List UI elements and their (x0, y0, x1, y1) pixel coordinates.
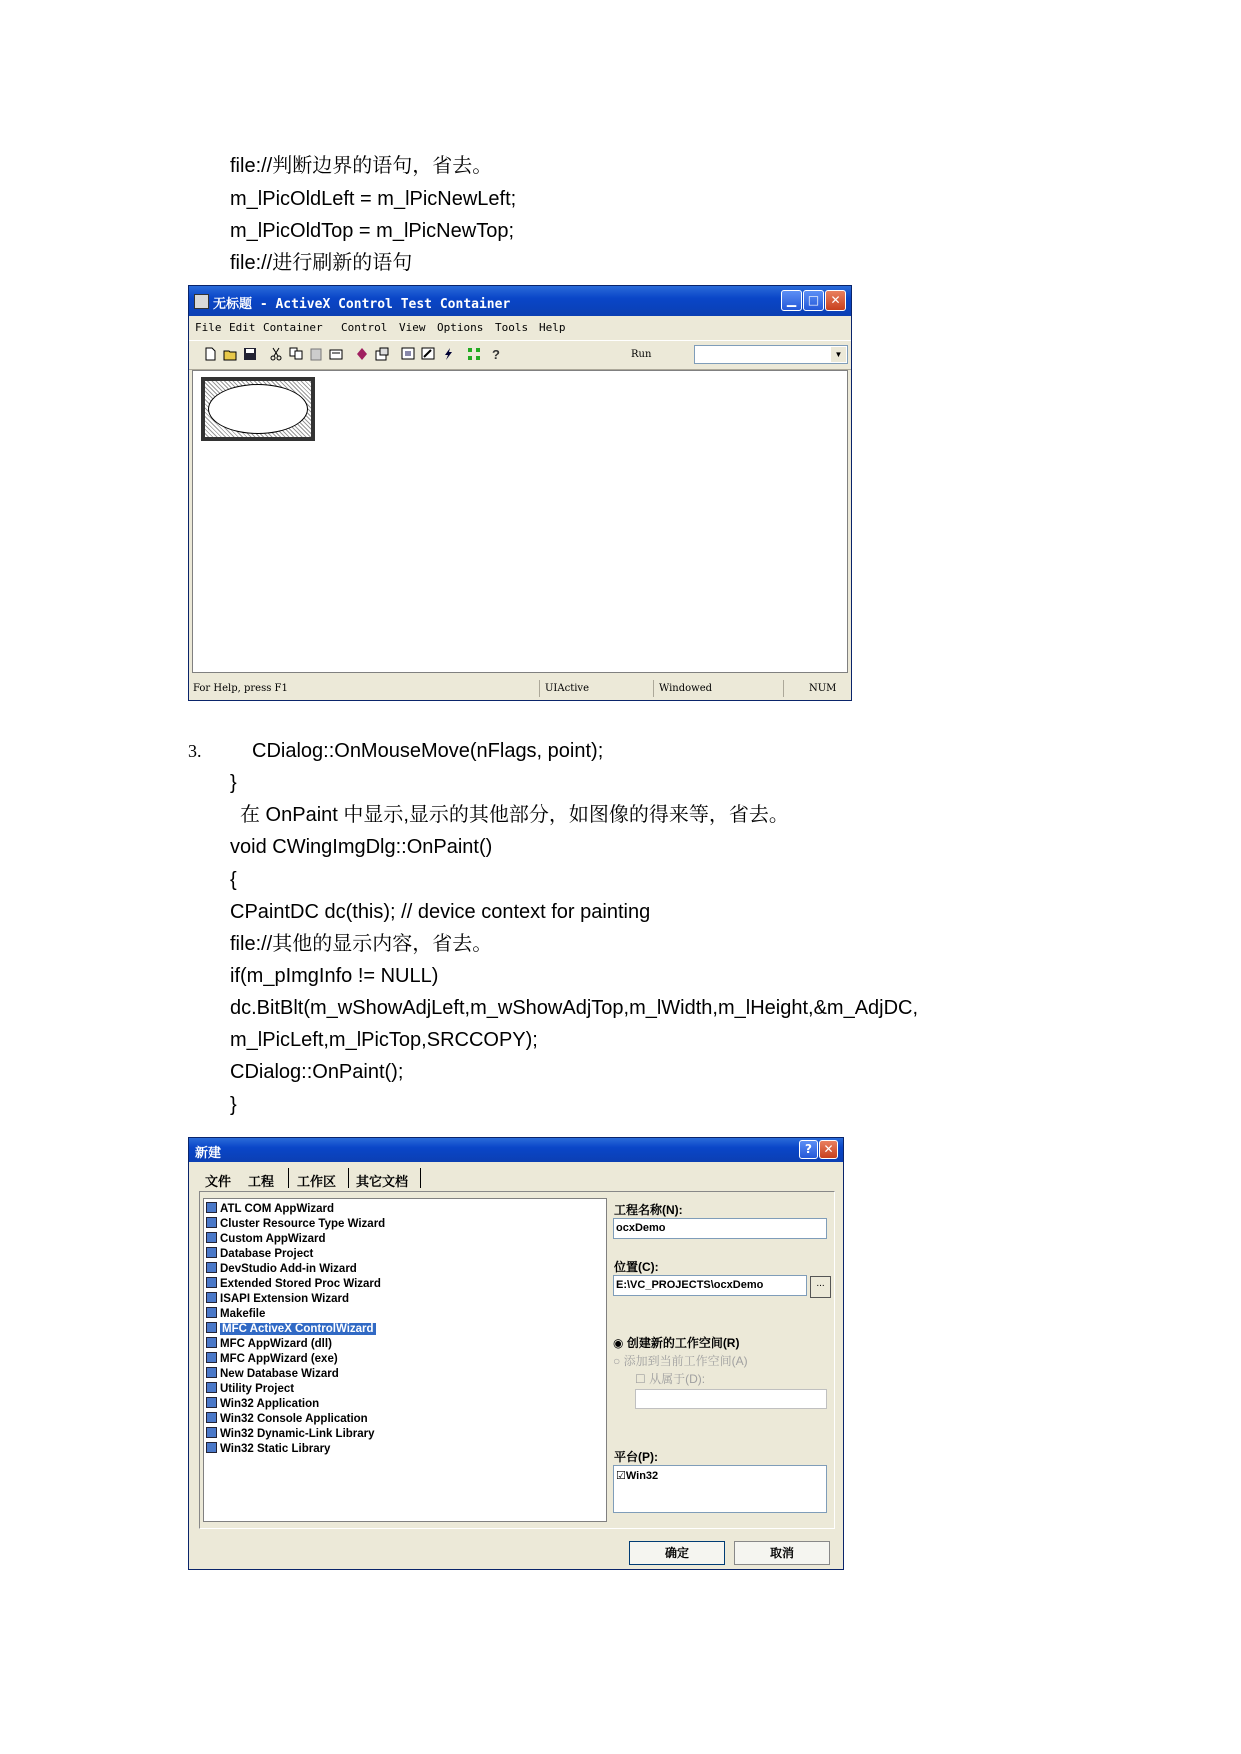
wizard-icon (206, 1382, 217, 1393)
ok-button[interactable]: 确定 (629, 1541, 725, 1565)
item-number: 3. (188, 741, 202, 761)
text-line: if(m_pImgInfo != NULL) (230, 965, 439, 987)
project-name-label: 工程名称(N): (614, 1203, 683, 1217)
ellipse-shape (208, 384, 308, 434)
new-project-dialog (188, 1137, 844, 1570)
cut-icon[interactable] (269, 347, 284, 361)
svg-text:?: ? (492, 347, 500, 361)
wizard-icon (206, 1412, 217, 1423)
wizard-icon (206, 1232, 217, 1243)
title-bar (189, 1138, 843, 1162)
project-type-list[interactable] (203, 1198, 607, 1522)
text-line: file://进行刷新的语句 (230, 252, 413, 274)
container-client-area[interactable] (192, 370, 848, 673)
copy-icon[interactable] (289, 347, 304, 361)
toolbar (189, 340, 851, 370)
wizard-icon (206, 1352, 217, 1363)
wizard-icon (206, 1322, 217, 1333)
text-line: CDialog::OnPaint(); (230, 1061, 404, 1083)
window-title: 无标题 - ActiveX Control Test Container (213, 297, 511, 312)
activex-control[interactable] (201, 377, 315, 441)
wizard-icon (206, 1217, 217, 1228)
wizard-icon (206, 1262, 217, 1273)
list-item[interactable]: Win32 Dynamic-Link Library (206, 1427, 375, 1442)
text-line: file://判断边界的语句，省去。 (230, 155, 493, 177)
design-mode-icon[interactable] (421, 347, 436, 361)
text-line: m_lPicOldLeft = m_lPicNewLeft; (230, 188, 517, 210)
text-line: { (230, 869, 237, 891)
list-item[interactable]: Win32 Console Application (206, 1412, 368, 1427)
list-item[interactable]: Win32 Application (206, 1397, 319, 1412)
tab-file[interactable]: 文件 (205, 1174, 232, 1189)
text-line: CDialog::OnMouseMove(nFlags, point); (252, 740, 604, 762)
menu-file[interactable]: File (195, 321, 222, 334)
text-line: void CWingImgDlg::OnPaint() (230, 836, 493, 858)
grid-icon[interactable] (467, 347, 482, 361)
platform-item[interactable]: Win32 (625, 1470, 659, 1482)
wizard-icon (206, 1427, 217, 1438)
text-line: 在 OnPaint 中显示,显示的其他部分，如图像的得来等，省去。 (240, 804, 789, 826)
wizard-icon (206, 1367, 217, 1378)
dependency-combo[interactable] (635, 1389, 827, 1409)
menu-control[interactable]: Control (341, 321, 388, 334)
status-bar (189, 678, 851, 700)
invoke-methods-icon[interactable] (355, 347, 370, 361)
minimize-button[interactable]: ▁ (781, 290, 802, 311)
menu-view[interactable]: View (399, 321, 426, 334)
menu-container[interactable]: Container (263, 321, 323, 334)
status-help-text: For Help, press F1 (193, 683, 288, 694)
list-item[interactable]: ISAPI Extension Wizard (206, 1292, 349, 1307)
list-item[interactable]: Win32 Static Library (206, 1442, 330, 1457)
list-item[interactable]: MFC AppWizard (exe) (206, 1352, 338, 1367)
insert-control-icon[interactable] (329, 347, 344, 361)
text-line: m_lPicOldTop = m_lPicNewTop; (230, 220, 514, 242)
radio-new-workspace[interactable]: ◉ 创建新的工作空间(R) (613, 1336, 740, 1350)
wizard-icon (206, 1307, 217, 1318)
text-line: m_lPicLeft,m_lPicTop,SRCCOPY); (230, 1029, 538, 1051)
project-name-input[interactable]: ocxDemo (613, 1218, 827, 1239)
list-item[interactable]: Makefile (206, 1307, 265, 1322)
wizard-icon (206, 1397, 217, 1408)
text-line: dc.BitBlt(m_wShowAdjLeft,m_wShowAdjTop,m_lWidth,m_lHeight,&m_AdjDC, (230, 997, 919, 1019)
tab-other-documents[interactable]: 其它文档 (356, 1174, 409, 1189)
text-line: } (230, 1094, 237, 1116)
title-bar (189, 286, 851, 316)
wizard-icon (206, 1442, 217, 1453)
text-line: CPaintDC dc(this); // device context for painting (230, 901, 651, 923)
list-item[interactable]: ATL COM AppWizard (206, 1202, 334, 1217)
help-button[interactable]: ? (799, 1140, 818, 1159)
wizard-icon (206, 1277, 217, 1288)
browse-button[interactable]: ... (810, 1276, 831, 1298)
list-item[interactable]: DevStudio Add-in Wizard (206, 1262, 357, 1277)
ambient-properties-icon[interactable] (401, 347, 416, 361)
wizard-icon (206, 1292, 217, 1303)
list-item[interactable]: Utility Project (206, 1382, 294, 1397)
maximize-button[interactable]: □ (803, 290, 824, 311)
close-button[interactable]: ✕ (819, 1140, 838, 1159)
new-icon[interactable] (203, 347, 218, 361)
platform-list[interactable]: ☑Win32 (613, 1465, 827, 1513)
status-num: NUM (809, 683, 837, 694)
help-icon[interactable] (489, 347, 504, 361)
status-mode: Windowed (659, 683, 713, 694)
list-item-selected[interactable]: MFC ActiveX ControlWizard (206, 1322, 376, 1337)
text-line: } (230, 772, 237, 794)
menu-options[interactable]: Options (437, 321, 484, 334)
menu-bar (189, 317, 851, 339)
location-input[interactable]: E:\VC_PROJECTS\ocxDemo (613, 1275, 807, 1296)
dialog-title: 新建 (195, 1145, 222, 1160)
platform-label: 平台(P): (614, 1450, 658, 1464)
dependency-checkbox[interactable]: ☐ 从属于(D): (635, 1372, 706, 1386)
list-item[interactable]: MFC AppWizard (dll) (206, 1337, 332, 1352)
wizard-icon (206, 1337, 217, 1348)
tab-project[interactable]: 工程 (248, 1174, 275, 1189)
list-item[interactable]: Extended Stored Proc Wizard (206, 1277, 381, 1292)
paste-icon[interactable] (309, 347, 324, 361)
menu-edit[interactable]: Edit (229, 321, 256, 334)
menu-help[interactable]: Help (539, 321, 566, 334)
list-item[interactable]: Database Project (206, 1247, 313, 1262)
wizard-icon (206, 1247, 217, 1258)
list-item[interactable]: New Database Wizard (206, 1367, 339, 1382)
status-state: UIActive (545, 683, 589, 694)
menu-tools[interactable]: Tools (495, 321, 529, 334)
app-icon (194, 294, 209, 309)
wizard-icon (206, 1202, 217, 1213)
radio-add-workspace[interactable]: ○ 添加到当前工作空间(A) (613, 1354, 748, 1368)
lightning-icon[interactable] (441, 347, 456, 361)
cancel-button[interactable]: 取消 (734, 1541, 830, 1565)
dropdown-arrow-icon[interactable]: ▼ (831, 347, 846, 362)
text-line: file://其他的显示内容，省去。 (230, 933, 493, 955)
list-item[interactable]: Custom AppWizard (206, 1232, 326, 1247)
tab-workspace[interactable]: 工作区 (297, 1174, 337, 1189)
activex-test-container-window (188, 285, 852, 701)
run-label: Run (631, 349, 652, 360)
save-icon[interactable] (243, 347, 258, 361)
location-label: 位置(C): (614, 1260, 659, 1274)
open-icon[interactable] (223, 347, 238, 361)
close-button[interactable]: ✕ (825, 290, 846, 311)
properties-icon[interactable] (375, 347, 390, 361)
list-item[interactable]: Cluster Resource Type Wizard (206, 1217, 385, 1232)
run-combo[interactable] (694, 345, 848, 364)
